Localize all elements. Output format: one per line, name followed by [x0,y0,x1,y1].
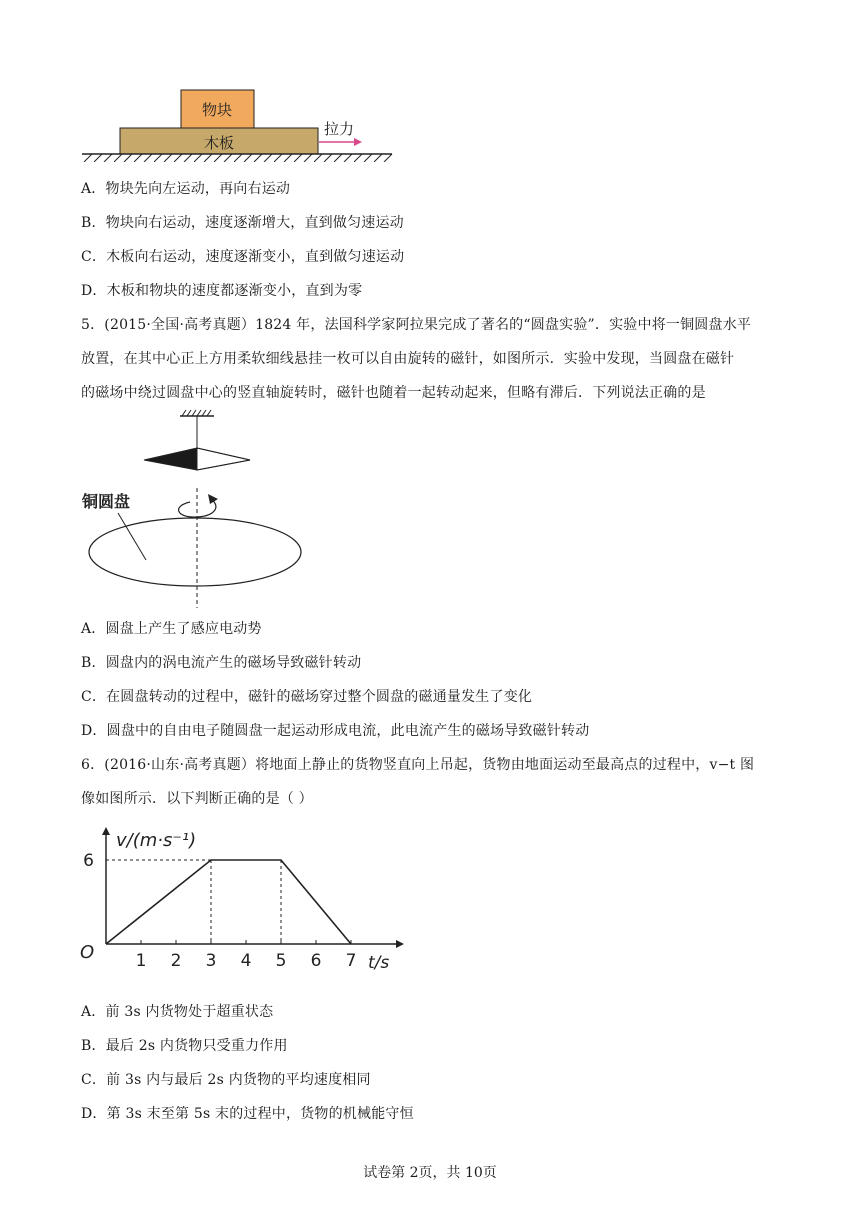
y-tick-label: 6 [83,851,94,871]
y-axis-label: v/(m·s⁻¹) [116,830,197,851]
vt-chart [76,820,406,990]
q4-option-a: A．物块先向左运动，再向右运动 [81,181,291,197]
x-tick-label: 1 [135,951,147,971]
copper-disk-label: 铜圆盘 [82,492,131,511]
rotation-arrowhead [208,494,218,504]
y-axis-arrowhead [102,827,110,835]
x-tick-label: 4 [240,951,252,971]
x-axis-label: t/s [368,953,390,973]
page-footer: 试卷第 2页，共 10页 [363,1165,497,1181]
q5-stem-line-1: 5．(2015·全国·高考真题）1824 年，法国科学家阿拉果完成了著名的“圆盘实验”．实验中将一铜圆盘水平 [81,317,752,333]
board-label: 木板 [203,134,235,152]
force-arrowhead [354,138,362,146]
chart-series [106,860,351,944]
q4-option-b: B．物块向右运动，速度逐渐增大，直到做匀速运动 [81,215,404,231]
q5-stem-line-3: 的磁场中绕过圆盘中心的竖直轴旋转时，磁针也随着一起转动起来，但略有滞后．下列说法正确的是 [81,385,706,401]
ground-hatch [84,154,392,162]
q5-option-d: D．圆盘中的自由电子随圆盘一起运动形成电流，此电流产生的磁场导致磁针转动 [81,723,590,739]
x-tick-label: 2 [170,951,182,971]
q5-stem-line-2: 放置，在其中心正上方用柔软细线悬挂一枚可以自由旋转的磁针，如图所示．实验中发现，当圆盘在磁针 [81,351,735,367]
block-board-figure [80,86,400,162]
series-line [106,860,351,944]
block-label: 物块 [201,101,233,119]
needle-dark-half [144,448,197,470]
label-leader [118,513,146,560]
x-tick-label: 3 [205,951,217,971]
x-axis-arrowhead [396,940,404,948]
q6-option-c: C．前 3s 内与最后 2s 内货物的平均速度相同 [81,1072,371,1088]
copper-disk-figure [80,408,320,608]
q4-option-c: C．木板向右运动，速度逐渐变小，直到做匀速运动 [81,249,405,265]
q5-option-a: A．圆盘上产生了感应电动势 [81,621,262,637]
chart-ticks [83,851,356,971]
ceiling-support [180,410,214,416]
x-tick-label: 7 [345,951,357,971]
x-tick-label: 6 [310,951,322,971]
q5-option-b: B．圆盘内的涡电流产生的磁场导致磁针转动 [81,655,362,671]
origin-label: O [80,942,95,963]
q6-option-d: D．第 3s 末至第 5s 末的过程中，货物的机械能守恒 [81,1106,414,1122]
q5-option-c: C．在圆盘转动的过程中，磁针的磁场穿过整个圆盘的磁通量发生了变化 [81,689,533,705]
q6-option-a: A．前 3s 内货物处于超重状态 [81,1004,274,1020]
needle-light-half [197,448,250,470]
force-label: 拉力 [324,120,355,138]
copper-disk [89,518,301,586]
q4-option-d: D．木板和物块的速度都逐渐变小，直到为零 [81,283,363,299]
chart-guides [106,860,281,944]
q6-stem-line-1: 6．(2016·山东·高考真题）将地面上静止的货物竖直向上吊起，货物由地面运动至最高点的过程中，v−t 图 [81,757,755,773]
x-tick-label: 5 [275,951,287,971]
q6-stem-line-2: 像如图所示．以下判断正确的是（ ） [81,791,313,807]
q6-option-b: B．最后 2s 内货物只受重力作用 [81,1038,288,1054]
